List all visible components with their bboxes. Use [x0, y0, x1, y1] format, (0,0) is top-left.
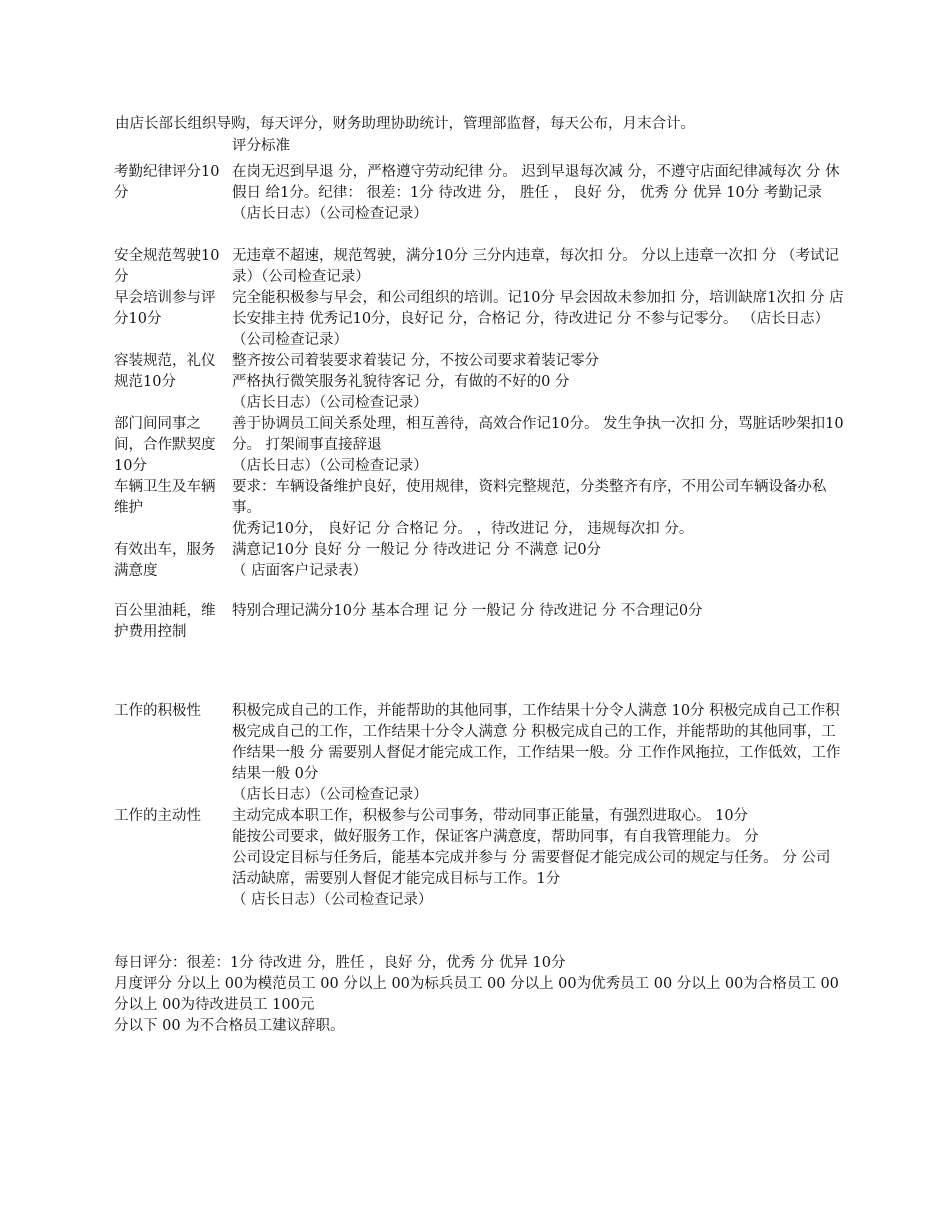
daily-scoring: 每日评分：很差：1分 待改进 分，胜任 ，良好 分，优秀 分 优异 10分 — [114, 955, 566, 971]
criteria-category: 早会培训参与评分10分 — [114, 290, 216, 327]
criteria-line: 优秀记10分， 良好记 分 合格记 分。 ，待改进记 分， 违规每次扣 分。 — [232, 521, 694, 537]
criteria-description — [232, 540, 844, 582]
criteria-description — [232, 601, 844, 622]
criteria-line: 特别合理记满分10分 基本合理 记 分 一般记 分 待改进记 分 不合理记0分 — [232, 603, 703, 619]
criteria-source: （店长日志）（公司检查记录） — [232, 787, 428, 803]
criteria-category: 考勤纪律评分10分 — [114, 164, 220, 201]
monthly-scoring: 月度评分 分以上 00为模范员工 00 分以上 00为标兵员工 00 分以上 00为优秀员工 00 分以上 00为合格员工 00 分以上 00为待改进员工 100元 — [114, 976, 839, 1013]
criteria-category: 有效出车，服务满意度 — [114, 542, 216, 579]
criteria-category: 部门间同事之间，合作默契度10分 — [114, 416, 216, 474]
criteria-source: （店长日志）（公司检查记录） — [232, 395, 428, 411]
criteria-description — [232, 246, 844, 288]
criteria-category: 车辆卫生及车辆维护 — [114, 479, 216, 516]
criteria-category: 百公里油耗，维护费用控制 — [114, 603, 216, 640]
criteria-description — [232, 701, 844, 806]
criteria-line: 能按公司要求，做好服务工作，保证客户满意度，帮助同事，有自我管理能力。 分 — [232, 829, 759, 845]
criteria-line: 满意记10分 良好 分 一般记 分 待改进记 分 不满意 记0分 — [232, 542, 602, 558]
criteria-line: 主动完成本职工作，积极参与公司事务，带动同事正能量，有强烈进取心。 10分 — [232, 808, 749, 824]
criteria-line: 整齐按公司着装要求着装记 分，不按公司要求着装记零分 — [232, 353, 600, 369]
criteria-line: 严格执行微笑服务礼貌待客记 分，有做的不好的0 分 — [232, 374, 570, 390]
section-heading: 评分标准 — [232, 138, 290, 154]
criteria-description — [232, 162, 844, 225]
criteria-category: 工作的主动性 — [114, 808, 201, 824]
criteria-description — [232, 477, 844, 540]
criteria-source: （店长日志）（公司检查记录） — [232, 458, 428, 474]
criteria-line: 完全能积极参与早会，和公司组织的培训。记10分 早会因故未参加扣 分，培训缺席1次扣 分 店长安排主持 优秀记10分，良好记 分，合格记 分，待改进记 分 不参与记零分。 （店长日志）（公司检查记录） — [232, 290, 844, 348]
criteria-category: 容装规范，礼仪规范10分 — [114, 353, 216, 390]
criteria-description — [232, 806, 844, 911]
intro-text: 由店长部长组织导购，每天评分，财务助理协助统计，管理部监督，每天公布，月末合计。 — [115, 116, 695, 132]
criteria-line: 积极完成自己的工作，并能帮助的其他同事，工作结果十分令人满意 10分 积极完成自己工作积极完成自己的工作，工作结果十分令人满意 分 积极完成自己的工作，并能帮助的其他同事，工作结果一般 分 需要别人督促才能完成工作，工作结果一般。分 工作作风拖拉，工作低效，工作结果一般 0分 — [232, 703, 841, 782]
criteria-source: （ 店长日志）（公司检查记录） — [232, 892, 433, 908]
criteria-category: 工作的积极性 — [114, 703, 201, 719]
criteria-line: 善于协调员工间关系处理，相互善待，高效合作记10分。 发生争执一次扣 分，骂脏话吵架扣10分。 打架闹事直接辞退 — [232, 416, 844, 453]
criteria-description — [232, 288, 844, 351]
criteria-line: 在岗无迟到早退 分，严格遵守劳动纪律 分。 迟到早退每次减 分，不遵守店面纪律减每次 分 休假日 给1分。纪律： 很差：1分 待改进 分， 胜任 ， 良好 分， 优秀 分 优异 10分 考勤记录 （店长日志）（公司检查记录） — [232, 164, 840, 222]
criteria-source: （ 店面客户记录表） — [232, 563, 368, 579]
criteria-description — [232, 351, 844, 414]
criteria-description — [232, 414, 844, 477]
criteria-line: 公司设定目标与任务后，能基本完成并参与 分 需要督促才能完成公司的规定与任务。 分 公司活动缺席，需要别人督促才能完成目标与工作。1分 — [232, 850, 831, 887]
dismissal-rule: 分以下 00 为不合格员工建议辞职。 — [114, 1018, 345, 1034]
criteria-line: 无违章不超速，规范驾驶，满分10分 三分内违章，每次扣 分。 分以上违章一次扣 分 （考试记录）（公司检查记录） — [232, 248, 839, 285]
scoring-summary — [114, 953, 854, 1037]
criteria-line: 要求：车辆设备维护良好，使用规律，资料完整规范，分类整齐有序，不用公司车辆设备办私事。 — [232, 479, 827, 516]
criteria-category: 安全规范驾驶10分 — [114, 248, 220, 285]
